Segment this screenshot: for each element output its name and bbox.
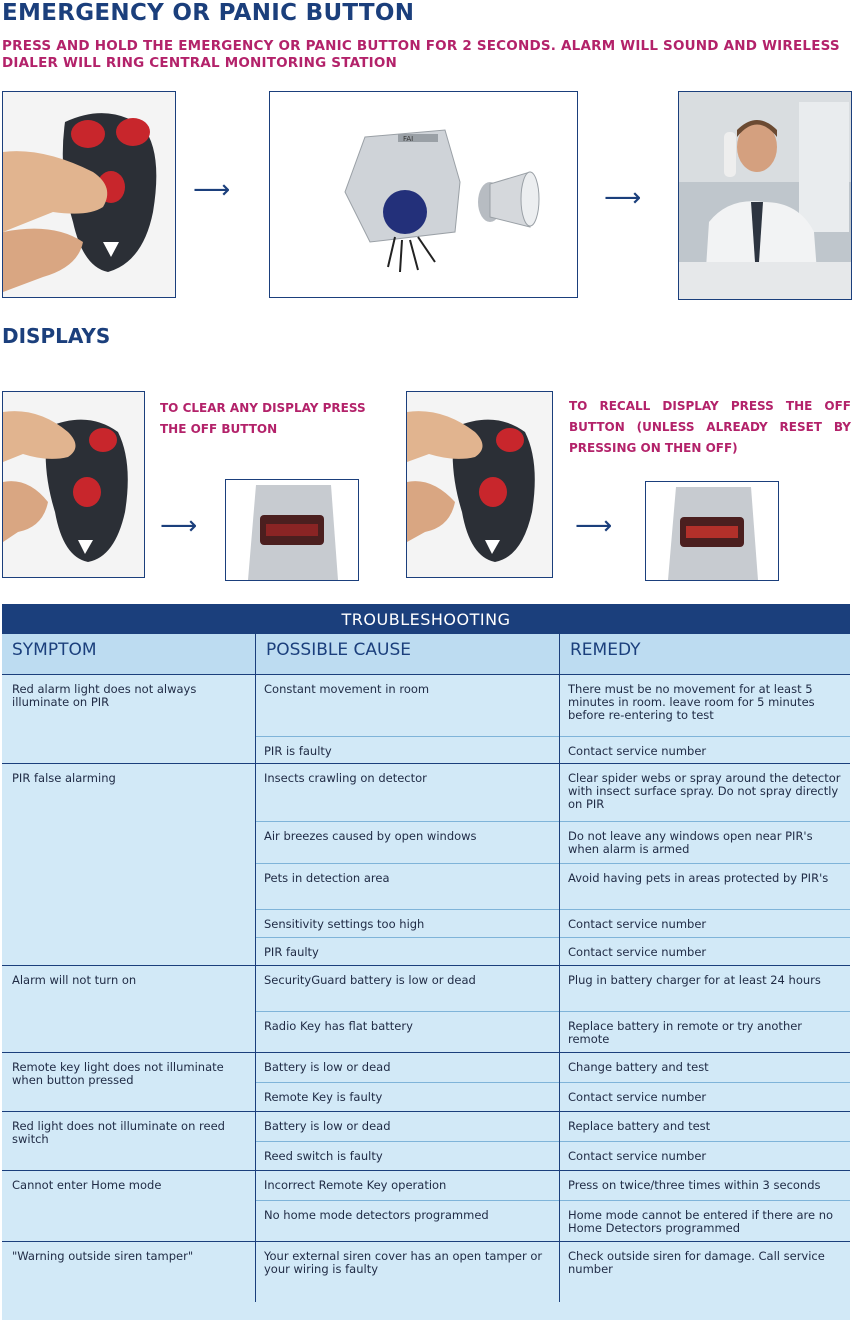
cause-cell: Incorrect Remote Key operation xyxy=(256,1171,559,1201)
remedy-cell: Press on twice/three times within 3 seconds xyxy=(560,1171,850,1201)
column-header-remedy: REMEDY xyxy=(560,634,851,675)
siren-illustration xyxy=(270,92,577,297)
cause-cell: Sensitivity settings too high xyxy=(256,910,559,938)
display-panel-illustration xyxy=(646,482,778,580)
remote-in-hand-illustration xyxy=(3,92,175,297)
display-panel-photo-2 xyxy=(645,481,779,581)
remedy-cell: Contact service number xyxy=(568,1090,707,1104)
cause-cell: Insects crawling on detector xyxy=(256,764,559,822)
emergency-intro: PRESS AND HOLD THE EMERGENCY OR PANIC BUTTON FOR 2 SECONDS. ALARM WILL SOUND AND WIRELESS DIALER WILL RING CENTRAL MONITORING STATION xyxy=(2,38,840,71)
table-row xyxy=(2,1053,850,1112)
remedy-cell: Home mode cannot be entered if there are no Home Detectors programmed xyxy=(568,1208,834,1235)
arrow-right-icon: ⟶ xyxy=(604,183,642,213)
remote-off-photo-1 xyxy=(2,391,145,578)
table-row xyxy=(2,675,850,764)
remedy-cell: Contact service number xyxy=(568,1149,707,1163)
troubleshooting-title: TROUBLESHOOTING xyxy=(2,604,850,634)
table-row xyxy=(2,1112,850,1171)
remote-off-photo-2 xyxy=(406,391,553,578)
remedy-cell: Change battery and test xyxy=(560,1053,850,1083)
cause-cell: Remote Key is faulty xyxy=(264,1090,383,1104)
remedy-cell: Contact service number xyxy=(568,744,707,758)
monitoring-station-photo xyxy=(678,91,852,300)
remedy-cell: There must be no movement for at least 5 minutes in room. leave room for 5 minutes before re-entering to test xyxy=(560,675,850,737)
cause-cell: Radio Key has flat battery xyxy=(264,1019,413,1033)
cause-cell: Constant movement in room xyxy=(256,675,559,737)
display-panel-photo-1 xyxy=(225,479,359,581)
symptom-cell: Red alarm light does not always illuminate on PIR xyxy=(2,675,256,764)
caption-clear-display: TO CLEAR ANY DISPLAY PRESS THE OFF BUTTON xyxy=(160,401,366,436)
remote-off-illustration xyxy=(407,392,552,577)
symptom-cell: Remote key light does not illuminate when button pressed xyxy=(2,1053,256,1112)
arrow-right-icon: ⟶ xyxy=(193,175,231,205)
remedy-cell: Contact service number xyxy=(560,910,850,938)
remote-off-illustration xyxy=(3,392,144,577)
cause-cell: PIR is faulty xyxy=(264,744,332,758)
remedy-cell: Replace battery in remote or try another remote xyxy=(568,1019,803,1046)
cause-cell: SecurityGuard battery is low or dead xyxy=(256,966,559,1012)
remedy-cell: Contact service number xyxy=(568,945,707,959)
caption-recall-display: TO RECALL DISPLAY PRESS THE OFF BUTTON (UNLESS ALREADY RESET BY PRESSING ON THEN OFF) xyxy=(569,399,851,455)
display-panel-illustration xyxy=(226,480,358,580)
table-row xyxy=(2,1171,850,1242)
cause-cell: No home mode detectors programmed xyxy=(264,1208,489,1222)
troubleshooting-grid xyxy=(2,634,850,1302)
cause-cell: Reed switch is faulty xyxy=(264,1149,383,1163)
column-header-symptom: SYMPTOM xyxy=(2,634,256,675)
operator-on-phone-illustration xyxy=(679,92,851,299)
siren-photo xyxy=(269,91,578,298)
table-row xyxy=(2,1242,850,1303)
remedy-cell: Plug in battery charger for at least 24 hours xyxy=(560,966,850,1012)
troubleshooting-table xyxy=(2,604,850,1320)
symptom-cell: PIR false alarming xyxy=(2,764,256,966)
remote-press-photo xyxy=(2,91,176,298)
arrow-right-icon: ⟶ xyxy=(160,511,198,541)
cause-cell: PIR faulty xyxy=(264,945,319,959)
remedy-cell: Avoid having pets in areas protected by PIR's xyxy=(560,864,850,910)
cause-cell: Air breezes caused by open windows xyxy=(256,822,559,864)
table-row xyxy=(2,764,850,966)
siren-brand-label: FAI xyxy=(403,135,414,143)
remedy-cell: Replace battery and test xyxy=(560,1112,850,1142)
cause-cell: Battery is low or dead xyxy=(256,1053,559,1083)
cause-cell: Pets in detection area xyxy=(256,864,559,910)
emergency-title: EMERGENCY OR PANIC BUTTON xyxy=(2,0,415,26)
table-row xyxy=(2,966,850,1053)
symptom-cell: "Warning outside siren tamper" xyxy=(2,1242,256,1303)
remedy-cell: Do not leave any windows open near PIR's when alarm is armed xyxy=(560,822,850,864)
symptom-cell: Alarm will not turn on xyxy=(2,966,256,1053)
arrow-right-icon: ⟶ xyxy=(575,511,613,541)
symptom-cell: Red light does not illuminate on reed switch xyxy=(2,1112,256,1171)
displays-title: DISPLAYS xyxy=(2,324,111,348)
remedy-cell: Clear spider webs or spray around the detector with insect surface spray. Do not spray directly on PIR xyxy=(560,764,850,822)
column-header-cause: POSSIBLE CAUSE xyxy=(256,634,560,675)
remedy-cell: Check outside siren for damage. Call service number xyxy=(568,1249,825,1276)
cause-cell: Your external siren cover has an open tamper or your wiring is faulty xyxy=(264,1249,543,1276)
cause-cell: Battery is low or dead xyxy=(256,1112,559,1142)
symptom-cell: Cannot enter Home mode xyxy=(2,1171,256,1242)
